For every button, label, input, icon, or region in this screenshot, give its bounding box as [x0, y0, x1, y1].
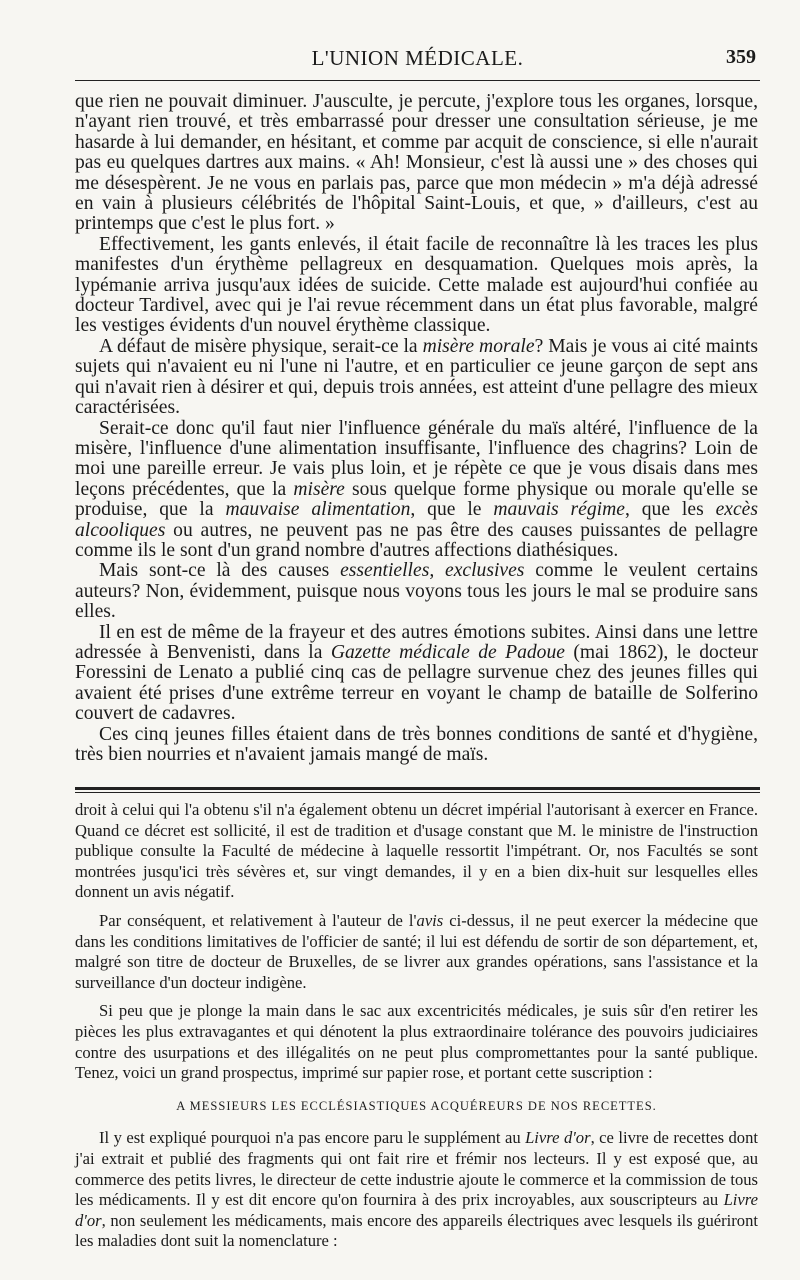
main-text	[75, 92, 758, 765]
feuilleton-text	[75, 800, 758, 1252]
header-rule	[75, 80, 760, 81]
paragraph: A défaut de misère physique, serait-ce la misère morale? Mais je vous ai cité maints sujets qui n'avaient eu ni l'une ni l'autre, et en particulier ce jeune garçon de sept ans qui n'avait rien à désirer et qui, depuis trois années, est atteint d'une pellagre des mieux caractérisées.	[75, 335, 758, 419]
paragraph: Effectivement, les gants enlevés, il était facile de reconnaître là les traces les plus manifestes d'un érythème pellagreux en desquamation. Quelques mois après, la lypémanie arriva jusqu'aux idées de suicide. Cette malade est aujourd'hui confiée au docteur Tardivel, avec qui je l'ai revue récemment dans un état plus favorable, malgré les vestiges évidents d'un nouvel érythème classique.	[75, 233, 758, 337]
page-number: 359	[726, 46, 756, 68]
paragraph: Serait-ce donc qu'il faut nier l'influence générale du maïs altéré, l'influence de la misère, l'influence d'une alimentation insuffisante, l'influence des chagrins? Loin de moi une pareille erreur. Je vais plus loin, et je répète ce que je vous disais dans mes leçons précédentes, que la misère sous quelque forme physique ou morale qu'elle se produise, que la mauvaise alimentation, que le mauvais régime, que les excès alcooliques ou autres, ne peuvent pas ne pas être des causes puissantes de pellagre comme ils le sont d'un grand nombre d'autres affections diathésiques.	[75, 417, 759, 561]
paragraph: que rien ne pouvait diminuer. J'ausculte, je percute, j'explore tous les organes, lorsque, n'ayant rien trouvé, et très embarrassé pour dresser une consultation sérieuse, je me hasarde à lui demander, en hésitant, et comme par acquit de conscience, si elle n'aurait pas eu quelques dartres aux mains. « Ah! Monsieur, c'est là aussi une » des choses qui me désespèrent. Je ne vous en parlais pas, parce que mon médecin » m'a déjà adressé en vain à plusieurs célébrités de l'hôpital Saint-Louis, et que, » d'ailleurs, c'est au printemps que c'est le plus fort. »	[75, 91, 758, 235]
paragraph: Si peu que je plonge la main dans le sac aux excentricités médicales, je suis sûr d'en retirer les pièces les plus extravagantes et qui dénotent la plus extraordinaire tolérance des pouvoirs judiciaires contre des usurpations et des illégalités on ne peut plus compromettantes pour la santé publique. Tenez, voici un grand prospectus, imprimé sur papier rose, et portant cette suscription :	[75, 1001, 758, 1083]
paragraph: Il y est expliqué pourquoi n'a pas encore paru le supplément au Livre d'or, ce livre de recettes dont j'ai extrait et publié des fragments qui ont fait rire et frémir nos lecteurs. Il y est exposé que, au commerce des petits livres, le directeur de cette industrie ajoute le commerce et la commission de tous les médicaments. Il y est dit encore qu'on fournira à des prix incroyables, aux souscripteurs au Livre d'or, non seulement les médicaments, mais encore des appareils électriques avec lesquels ils guériront les maladies dont suit la nomenclature :	[75, 1128, 758, 1251]
section-rule-thin	[75, 792, 760, 793]
paragraph: droit à celui qui l'a obtenu s'il n'a également obtenu un décret impérial l'autorisant à exercer en France. Quand ce décret est sollicité, il est de tradition et d'usage constant que M. le ministre de l'instruction publique consulte la Faculté de médecine à laquelle ressortit l'impétrant. Or, nos Facultés se sont montrées jusqu'ici très sévères et, sur vingt demandes, il y en a bien dix-huit sur lesquelles elles donnent un avis négatif.	[75, 800, 758, 902]
paragraph: Ces cinq jeunes filles étaient dans de très bonnes conditions de santé et d'hygiène, très bien nourries et n'avaient jamais mangé de maïs.	[75, 723, 758, 765]
section-rule	[75, 787, 760, 790]
paragraph: Il en est de même de la frayeur et des autres émotions subites. Ainsi dans une lettre adressée à Benvenisti, dans la Gazette médicale de Padoue (mai 1862), le docteur Foressini de Lenato a publié cinq cas de pellagre survenue chez des jeunes filles qui avaient été prises d'une extrême terreur en voyant le champ de bataille de Solferino couvert de cadavres.	[75, 621, 759, 725]
prospectus-heading: A MESSIEURS LES ECCLÉSIASTIQUES ACQUÉREURS DE NOS RECETTES.	[176, 1098, 657, 1113]
running-header	[75, 44, 760, 78]
journal-title: L'UNION MÉDICALE.	[311, 46, 524, 70]
paragraph: Mais sont-ce là des causes essentielles, exclusives comme le veulent certains auteurs? Non, évidemment, puisque nous voyons tous les jours le mal se produire sans elles.	[75, 560, 758, 623]
paragraph: Par conséquent, et relativement à l'auteur de l'avis ci-dessus, il ne peut exercer la médecine que dans les conditions limitatives de l'officier de santé; il lui est défendu de sortir de son département, et, malgré son titre de docteur de Bruxelles, de se livrer aux grandes opérations, sans l'assistance et la surveillance d'un docteur indigène.	[75, 910, 759, 992]
